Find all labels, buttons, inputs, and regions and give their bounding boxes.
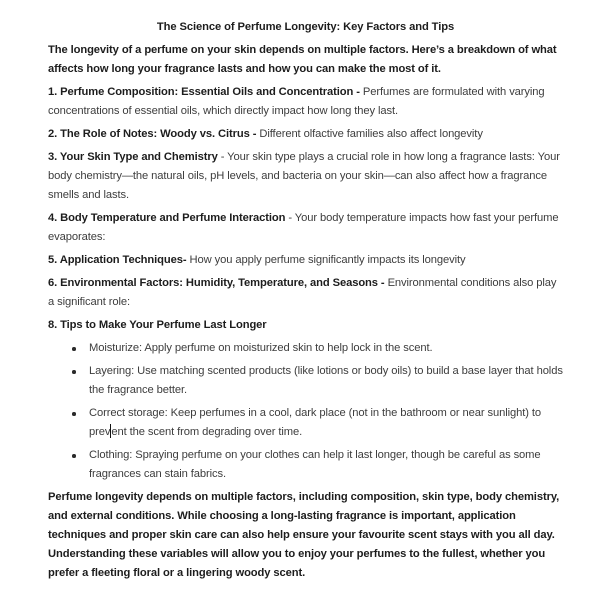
item-heading: 4. Body Temperature and Perfume Interaction [48,212,286,224]
tips-list [48,339,563,484]
bullet-item [48,404,563,442]
bullet-text: Moisturize: Apply perfume on moisturized skin to help lock in the scent. [89,342,433,354]
bullet-text-after-caret: ent the scent from degrading over time. [111,426,303,438]
tips-heading: 8. Tips to Make Your Perfume Last Longer [48,319,267,331]
section-item-4 [48,209,563,247]
item-heading: 3. Your Skin Type and Chemistry [48,151,218,163]
bullet-item [48,362,563,400]
bullet-text [89,404,563,442]
item-heading: 2. The Role of Notes: Woody vs. Citrus - [48,128,260,140]
section-item-5 [48,251,563,270]
bullet-icon [72,339,89,351]
item-heading: 1. Perfume Composition: Essential Oils and Concentration - [48,86,363,98]
conclusion-paragraph: Perfume longevity depends on multiple factors, including composition, skin type, body chemistry, and external conditions. While choosing a long-lasting fragrance is important, application techniques and proper skin care can also help ensure your favourite scent stays with you all day. Understanding these variables will allow you to enjoy your perfumes to the fullest, whether you prefer a fleeting floral or a lingering woody scent. [48,491,560,579]
section-item-2 [48,125,563,144]
bullet-item [48,339,563,358]
bullet-icon [72,362,89,374]
item-text: Environmental conditions also play a significant role: [48,277,557,308]
bullet-icon [72,446,89,458]
item-text: - Your skin type plays a crucial role in how long a fragrance lasts: Your body chemistry—the natural oils, pH levels, and bacteria on your skin—can also affect how a fragrance smells and lasts. [48,151,560,201]
item-heading: 5. Application Techniques- [48,254,187,266]
document-title: The Science of Perfume Longevity: Key Factors and Tips [156,21,455,33]
item-text: Different olfactive families also affect longevity [259,128,483,140]
bullet-text: Clothing: Spraying perfume on your clothes can help it last longer, though be careful as some fragrances can stain fabrics. [89,449,541,480]
intro-paragraph: The longevity of a perfume on your skin depends on multiple factors. Here’s a breakdown of what affects how long your fragrance lasts and how you can make the most of it. [48,44,557,75]
section-item-3 [48,148,563,205]
item-text: How you apply perfume significantly impacts its longevity [186,254,466,266]
item-text: Perfumes are formulated with varying concentrations of essential oils, which directly impact how long they last. [48,86,545,117]
bullet-icon [72,404,89,416]
bullet-text: Layering: Use matching scented products (like lotions or body oils) to build a base layer that holds the fragrance better. [89,365,563,396]
bullet-item [48,446,563,484]
section-item-6 [48,274,563,312]
bullet-text-before-caret: Correct storage: Keep perfumes in a cool, dark place (not in the bathroom or near sunlight) to prev [89,407,542,438]
item-text: - Your body temperature impacts how fast your perfume evaporates: [48,212,559,243]
item-heading: 6. Environmental Factors: Humidity, Temperature, and Seasons - [48,277,388,289]
section-item-1 [48,83,563,121]
